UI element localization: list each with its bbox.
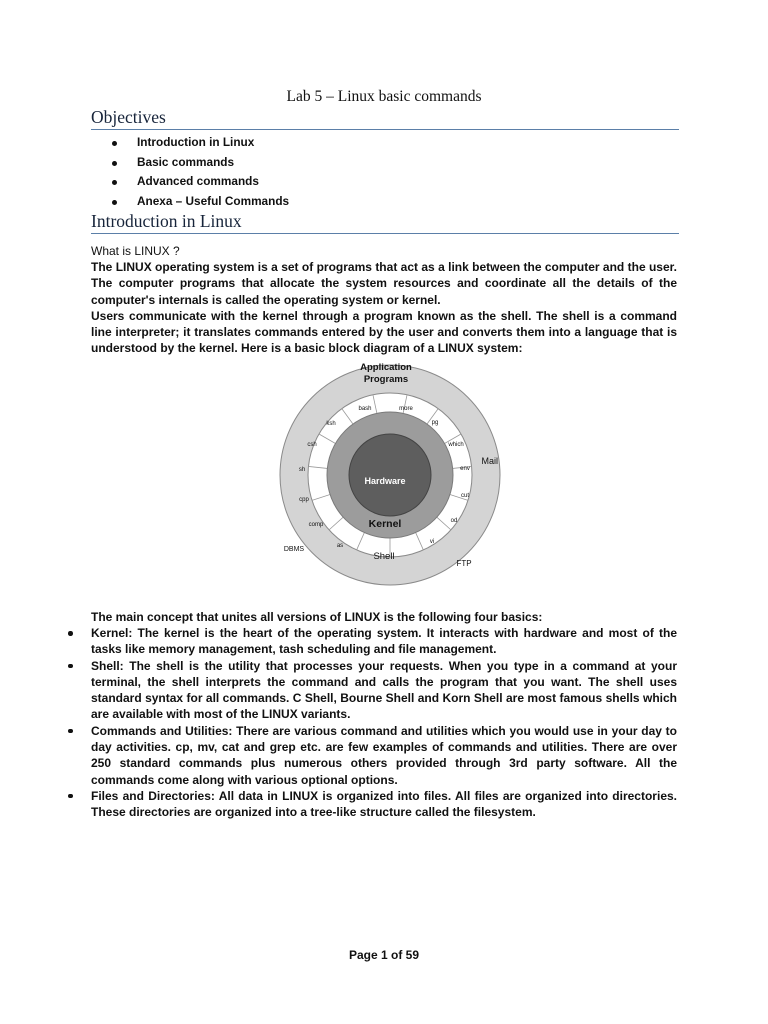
basics-item-files: Files and Directories: All data in LINUX is organized into files. All files are organized into directories. These directories are organized into a tree-like structure called the filesystem.	[91, 788, 677, 820]
page-footer: Page 1 of 59	[348, 948, 420, 962]
shell-item-bash: bash	[358, 406, 372, 412]
linux-architecture-diagram	[279, 356, 501, 594]
dbms-label: DBMS	[283, 546, 305, 553]
shell-item-vi: vi	[429, 539, 435, 545]
objective-item: Anexa – Useful Commands	[110, 192, 289, 212]
objectives-heading: Objectives	[91, 107, 679, 130]
shell-item-sh: sh	[298, 467, 306, 473]
basics-list	[91, 625, 677, 821]
shell-item-which: which	[448, 442, 464, 448]
objective-item: Introduction in Linux	[110, 133, 289, 153]
intro-text	[91, 259, 677, 357]
shell-item-cpp: cpp	[299, 497, 309, 503]
hardware-core	[349, 434, 431, 516]
what-is-linux-label: What is LINUX ?	[91, 244, 180, 258]
application-programs-label-2: Programs	[363, 374, 409, 385]
shell-label: Shell	[373, 551, 395, 562]
application-programs-label-1: Application	[360, 362, 412, 373]
document-title: Lab 5 – Linux basic commands	[286, 88, 482, 105]
basics-intro: The main concept that unites all versions of LINUX is the following four basics:	[91, 610, 543, 624]
ftp-label: FTP	[456, 559, 472, 568]
objective-item: Basic commands	[110, 153, 289, 173]
objectives-list	[110, 133, 289, 211]
mail-label: Mail	[481, 456, 498, 466]
kernel-label: Kernel	[368, 518, 402, 530]
shell-item-od: od	[450, 518, 458, 524]
shell-item-env: env	[460, 466, 470, 472]
shell-item-more: more	[399, 406, 413, 412]
shell-item-comp: comp	[308, 522, 324, 528]
shell-item-csh: csh	[307, 442, 317, 448]
shell-item-as: as	[336, 543, 344, 549]
intro-paragraph: Users communicate with the kernel through a program known as the shell. The shell is a command line interpreter; it translates commands entered by the user and converts them into a language that is understood by the kernel. Here is a basic block diagram of a LINUX system:	[91, 308, 677, 356]
shell-item-ksh: ksh	[326, 421, 336, 427]
intro-heading: Introduction in Linux	[91, 211, 679, 234]
hardware-label: Hardware	[364, 476, 406, 486]
basics-item-kernel: Kernel: The kernel is the heart of the operating system. It interacts with hardware and most of the tasks like memory management, tash scheduling and file management.	[91, 626, 677, 657]
shell-item-pg: pg	[431, 420, 439, 426]
objective-item: Advanced commands	[110, 172, 289, 192]
intro-paragraph: The LINUX operating system is a set of programs that act as a link between the computer and the user. The computer programs that allocate the system resources and coordinate all the details of the computer's internals is called the operating system or kernel.	[91, 260, 677, 307]
shell-item-cut: cut	[460, 493, 470, 499]
basics-item-shell: Shell: The shell is the utility that processes your requests. When you type in a command at your terminal, the shell interprets the command and calls the program that you want. The shell uses standard syntax for all commands. C Shell, Bourne Shell and Korn Shell are most famous shells which are available with most of the LINUX variants.	[91, 658, 677, 722]
basics-item-commands: Commands and Utilities: There are various command and utilities which you would use in your day to day activities. cp, mv, cat and grep etc. are few examples of commands and utilities. There are over 250 standard commands plus numerous others provided through 3rd party software. All the commands come along with various optional options.	[91, 723, 677, 787]
